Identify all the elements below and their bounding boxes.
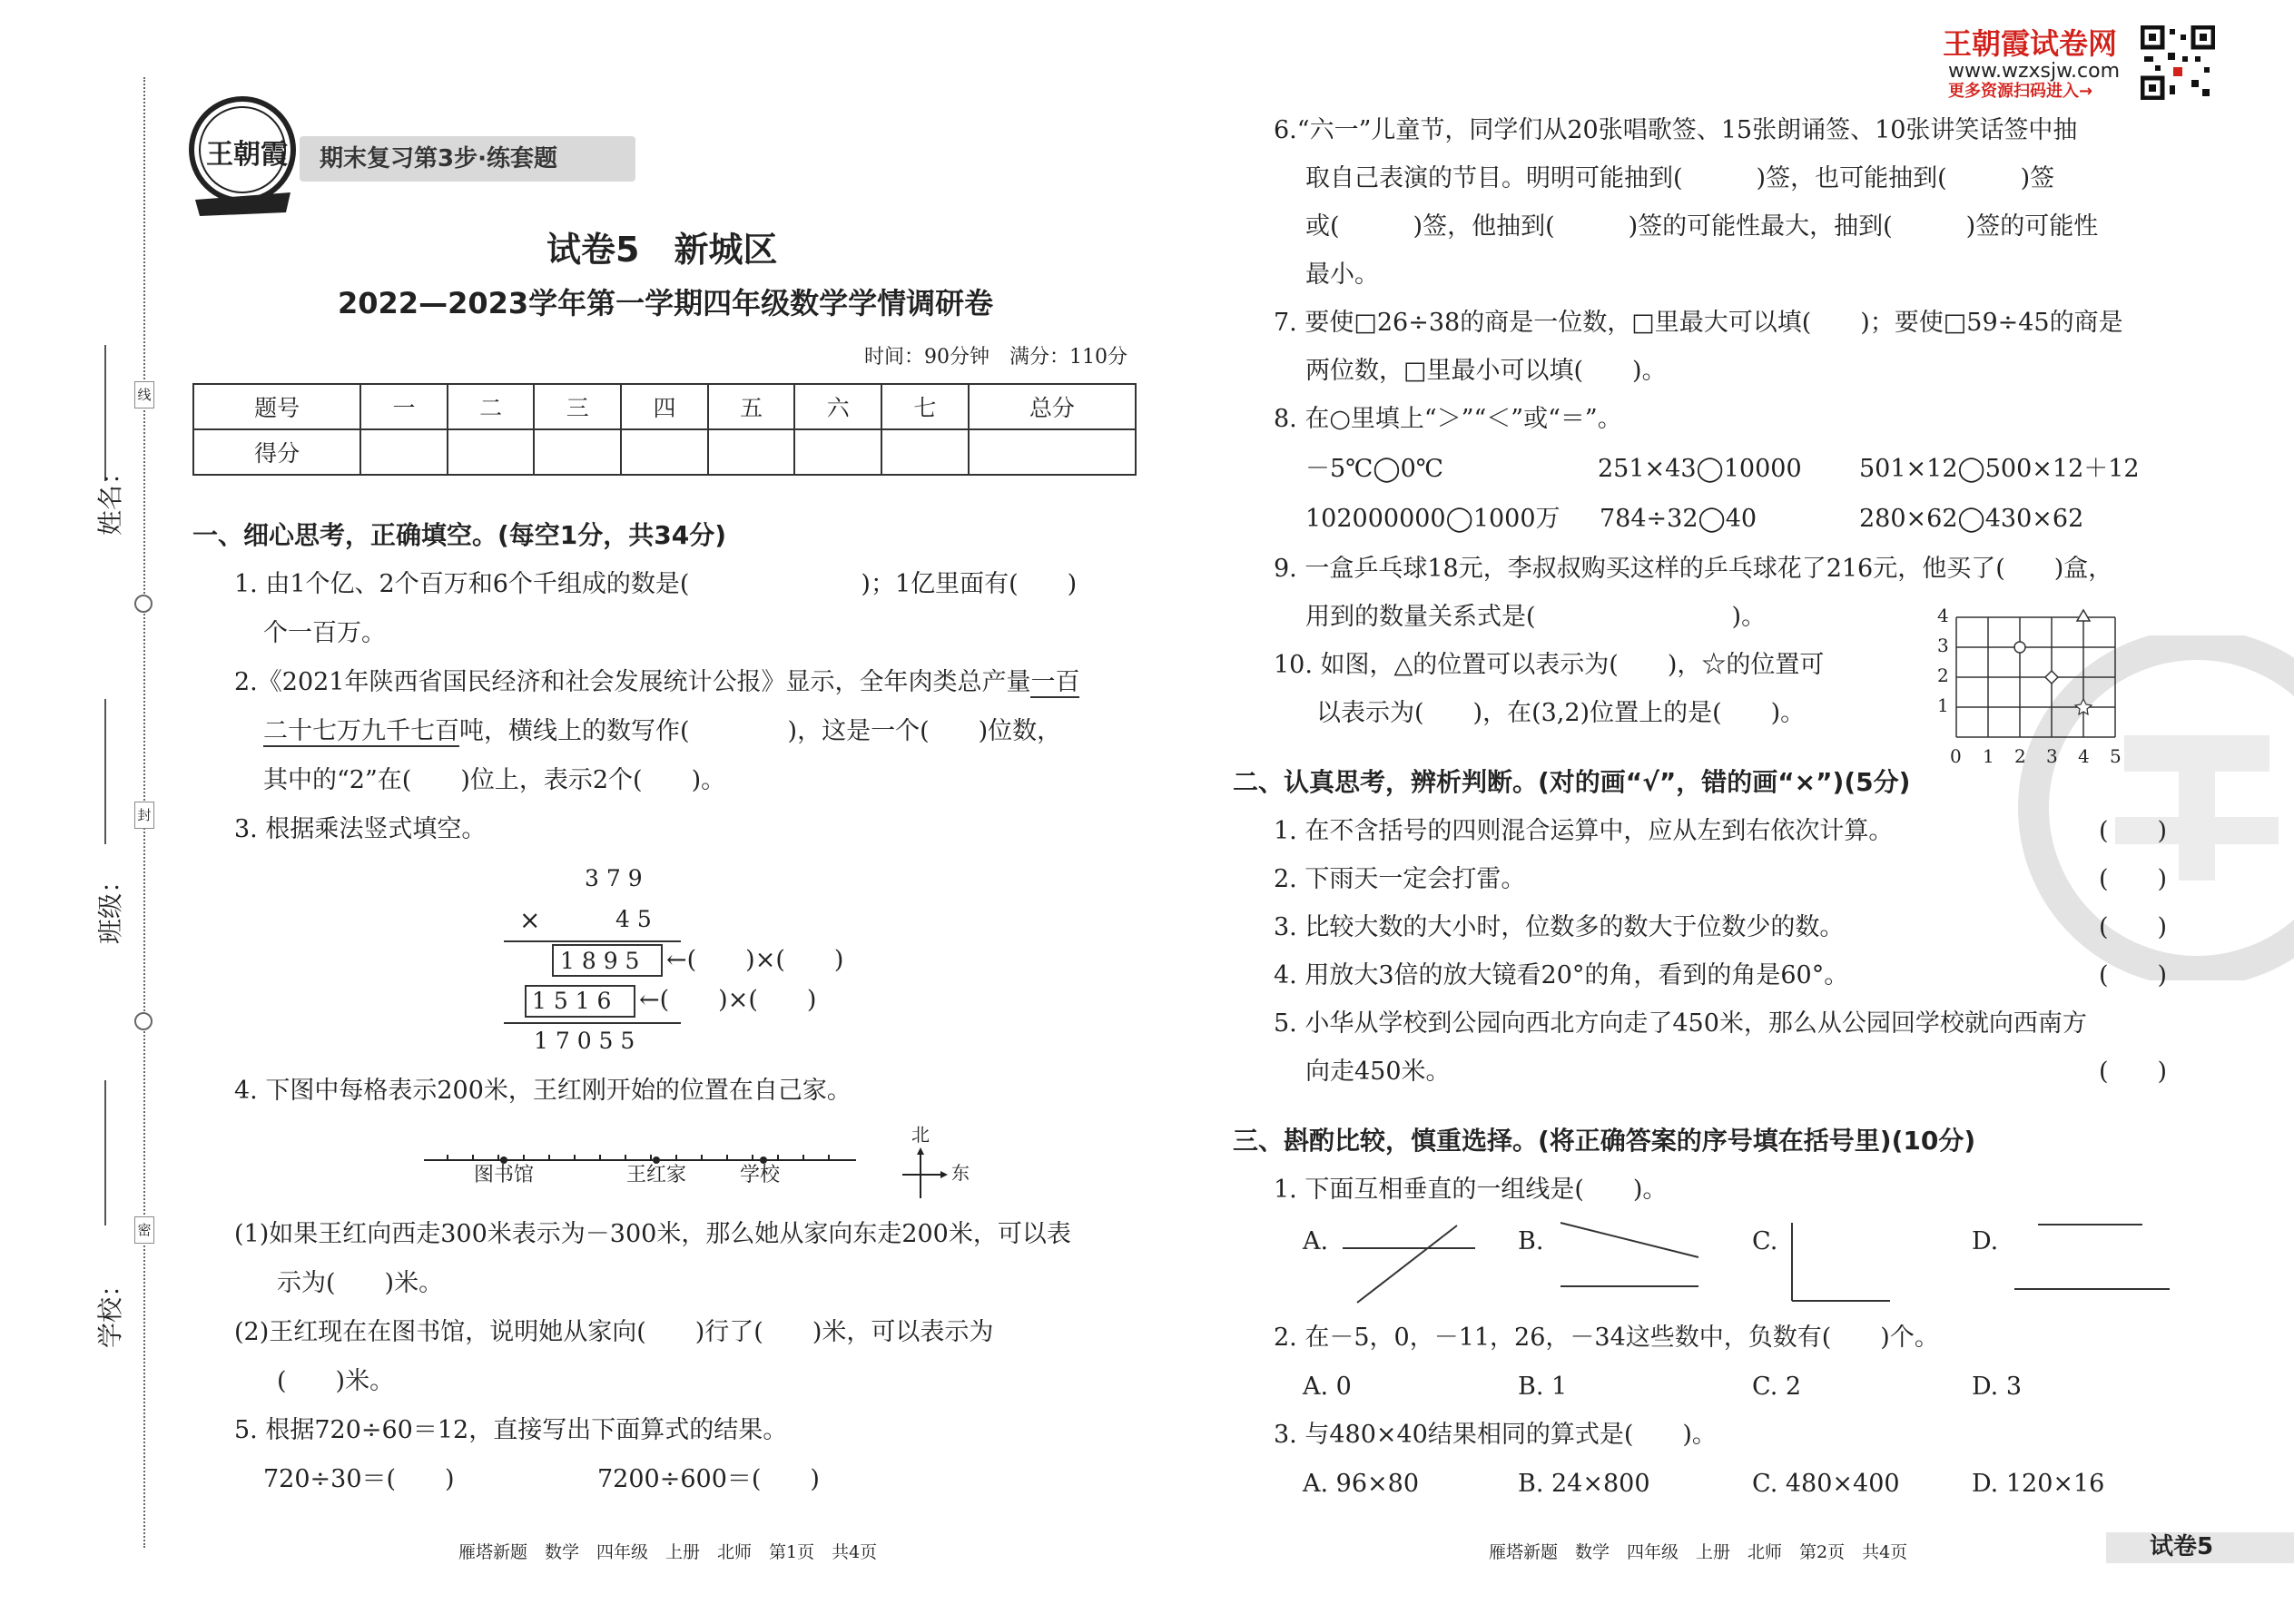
score-table <box>192 383 1137 476</box>
question-8-item: 501×12◯500×12＋12 <box>1859 455 2140 483</box>
choice-option[interactable]: B. 1 <box>1518 1373 1568 1401</box>
compass-east-label: 东 <box>951 1162 970 1184</box>
score-table-cell: 六 <box>794 384 881 429</box>
judge-answer-paren[interactable]: ( ) <box>2099 961 2168 989</box>
score-table-header-row <box>193 384 1136 429</box>
choice-option[interactable]: C. 2 <box>1752 1373 1802 1401</box>
question-2-line3: 其中的“2”在( )位上，表示2个( )。 <box>263 766 726 794</box>
qr-code-icon[interactable] <box>2141 25 2215 100</box>
score-input[interactable] <box>360 429 448 475</box>
question-6-line3: 或( )签，他抽到( )签的可能性最大，抽到( )签的可能性 <box>1305 212 2099 241</box>
brand-tip: 更多资源扫码进入→ <box>1948 82 2093 101</box>
question-8-item: 251×43◯10000 <box>1598 455 1802 483</box>
binding-hole <box>134 1012 153 1030</box>
judge-item: 3. 比较大数的大小时，位数多的数大于位数少的数。 <box>1274 913 1845 941</box>
compass-north-label: 北 <box>911 1124 930 1146</box>
section-3-title: 三、斟酌比较，慎重选择。(将正确答案的序号填在括号里)(10分) <box>1233 1126 1976 1156</box>
choice-question-2: 2. 在－5，0，－11，26，－34这些数中，负数有( )个。 <box>1274 1324 1939 1352</box>
question-4-2-line2: ( )米。 <box>277 1367 395 1395</box>
score-input[interactable] <box>621 429 708 475</box>
score-table-cell: 总分 <box>969 384 1136 429</box>
seal-char-secret: 密 <box>134 1216 154 1244</box>
score-input[interactable] <box>794 429 881 475</box>
line-figure-c <box>1788 1221 1897 1304</box>
exam-meta: 时间：90分钟 满分：110分 <box>864 346 1127 369</box>
line-figure-b <box>1557 1221 1702 1294</box>
question-6-line4: 最小。 <box>1305 261 1379 289</box>
binding-hole <box>134 595 153 613</box>
number-line-label-school: 学校 <box>740 1164 781 1186</box>
calc-result: 1 7 0 5 5 <box>534 1028 635 1054</box>
banner-text: 期末复习第3步·练套题 <box>320 145 557 172</box>
judge-answer-paren[interactable]: ( ) <box>2099 817 2168 845</box>
grid-y-label: 2 <box>1937 664 1949 686</box>
question-8: 8. 在○里填上“＞”“＜”或“＝”。 <box>1274 405 1622 433</box>
section-1-title: 一、细心思考，正确填空。(每空1分，共34分) <box>192 520 727 550</box>
score-table-cell: 二 <box>448 384 535 429</box>
choice-question-3: 3. 与480×40结果相同的算式是( )。 <box>1274 1421 1717 1449</box>
logo <box>186 91 304 218</box>
choice-option[interactable]: A. <box>1303 1227 1329 1255</box>
grid-x-label: 3 <box>2046 745 2058 767</box>
score-table-score-row <box>193 429 1136 475</box>
score-input[interactable] <box>969 429 1136 475</box>
choice-option[interactable]: D. 120×16 <box>1972 1470 2105 1498</box>
score-table-cell: 题号 <box>193 384 360 429</box>
page-title: 试卷5 新城区 <box>546 230 778 270</box>
question-9-line1: 9. 一盒乒乓球18元，李叔叔购买这样的乒乓球花了216元，他买了( )盒， <box>1274 555 2113 583</box>
choice-option[interactable]: D. 3 <box>1972 1373 2023 1401</box>
calc-partial-1: 1 8 9 5 <box>560 948 640 974</box>
seal-char-seal: 封 <box>134 802 154 829</box>
choice-question-1: 1. 下面互相垂直的一组线是( )。 <box>1274 1176 1668 1204</box>
calc-partial-1-note: ←( )×( ) <box>666 946 844 974</box>
underlined-number: 二十七万九千七百 <box>263 717 459 745</box>
question-1-line1: 1. 由1个亿、2个百万和6个千组成的数是( )；1亿里面有( ) <box>234 570 1078 598</box>
grid-x-label: 1 <box>1983 745 1994 767</box>
name-label: 姓名： <box>95 458 125 536</box>
question-9-line2: 用到的数量关系式是( )。 <box>1305 603 1767 631</box>
question-1-line2: 个一百万。 <box>263 619 386 647</box>
footer-right: 雁塔新题 数学 四年级 上册 北师 第2页 共4页 <box>1489 1542 1908 1562</box>
line-figure-a <box>1339 1221 1484 1307</box>
calc-partial-2: 1 5 1 6 <box>532 988 612 1014</box>
question-5-expr-2: 7200÷600＝( ) <box>597 1465 820 1493</box>
grid-y-label: 3 <box>1937 635 1949 656</box>
calc-multiplier: 4 5 <box>615 906 652 932</box>
score-input[interactable] <box>448 429 535 475</box>
score-table-cell: 七 <box>881 384 969 429</box>
choice-option[interactable]: B. 24×800 <box>1518 1470 1650 1498</box>
number-line-label-home: 王红家 <box>626 1164 687 1186</box>
judge-item: 1. 在不含括号的四则混合运算中，应从左到右依次计算。 <box>1274 817 1894 845</box>
coordinate-grid <box>1925 605 2133 767</box>
score-table-cell: 五 <box>708 384 795 429</box>
score-row-label: 得分 <box>193 429 360 475</box>
question-8-item: 102000000◯1000万 <box>1305 505 1561 533</box>
choice-option[interactable]: B. <box>1518 1227 1544 1255</box>
question-2-line2 <box>263 719 1061 743</box>
question-8-item: 280×62◯430×62 <box>1859 505 2084 533</box>
grid-y-label: 1 <box>1937 694 1949 716</box>
question-5: 5. 根据720÷60＝12，直接写出下面算式的结果。 <box>234 1416 788 1444</box>
question-8-item: －5℃◯0℃ <box>1305 455 1443 483</box>
judge-answer-paren[interactable]: ( ) <box>2099 1058 2168 1086</box>
judge-item: 2. 下雨天一定会打雷。 <box>1274 865 1526 893</box>
calc-rule <box>504 1022 681 1024</box>
grid-x-label: 2 <box>2014 745 2026 767</box>
logo-text: 王朝霞 <box>206 139 288 171</box>
seal-char-line: 线 <box>134 381 154 408</box>
grid-y-label: 4 <box>1937 605 1949 626</box>
brand-name[interactable]: 王朝霞试卷网 <box>1943 26 2118 61</box>
school-label: 学校： <box>95 1271 125 1348</box>
question-6-line1: 6.“六一”儿童节，同学们从20张唱歌签、15张朗诵签、10张讲笑话签中抽 <box>1274 116 2078 144</box>
score-input[interactable] <box>881 429 969 475</box>
score-input[interactable] <box>534 429 621 475</box>
school-field-line[interactable] <box>104 1080 106 1225</box>
score-input[interactable] <box>708 429 795 475</box>
question-6-line2: 取自己表演的节目。明明可能抽到( )签，也可能抽到( )签 <box>1305 164 2055 192</box>
class-field-line[interactable] <box>104 699 106 844</box>
question-2-line1 <box>234 670 1079 694</box>
question-3: 3. 根据乘法竖式填空。 <box>234 815 487 843</box>
question-4: 4. 下图中每格表示200米，王红刚开始的位置在自己家。 <box>234 1077 852 1105</box>
choice-option[interactable]: C. 480×400 <box>1752 1470 1900 1498</box>
question-7-line1: 7. 要使□26÷38的商是一位数，□里最大可以填( )；要使□59÷45的商是 <box>1274 309 2123 337</box>
question-2-text: 吨，横线上的数写作( )，这是一个( )位数， <box>459 717 1062 745</box>
question-10-line1: 10. 如图，△的位置可以表示为( )，☆的位置可 <box>1274 651 1825 679</box>
question-8-item: 784÷32◯40 <box>1600 505 1757 533</box>
question-5-expr-1: 720÷30＝( ) <box>263 1465 455 1493</box>
number-line-label-library: 图书馆 <box>474 1164 535 1186</box>
score-table-cell: 一 <box>360 384 448 429</box>
question-10-line2: 以表示为( )，在(3,2)位置上的是( )。 <box>1316 699 1806 727</box>
judge-item: 5. 小华从学校到公园向西北方向走了450米，那么从公园回学校就向西南方 <box>1274 1009 2087 1038</box>
question-4-2-line1: (2)王红现在在图书馆，说明她从家向( )行了( )米，可以表示为 <box>234 1318 994 1346</box>
underlined-number: 一百 <box>1030 668 1080 696</box>
judge-answer-paren[interactable]: ( ) <box>2099 865 2168 893</box>
question-4-1-line1: (1)如果王红向西走300米表示为－300米，那么她从家向东走200米，可以表 <box>234 1220 1071 1248</box>
grid-x-label: 4 <box>2078 745 2090 767</box>
compass-icon <box>899 1146 953 1200</box>
calc-partial-2-note: ←( )×( ) <box>639 986 817 1014</box>
line-figure-d <box>2011 1221 2174 1294</box>
judge-item: 4. 用放大3倍的放大镜看20°的角，看到的角是60°。 <box>1274 961 1849 989</box>
calc-multiplicand: 3 7 9 <box>585 865 643 891</box>
question-7-line2: 两位数，□里最小可以填( )。 <box>1305 357 1667 385</box>
judge-item-continued: 向走450米。 <box>1305 1058 1451 1086</box>
footer-left: 雁塔新题 数学 四年级 上册 北师 第1页 共4页 <box>458 1542 878 1562</box>
grid-x-label: 0 <box>1950 745 1962 767</box>
page-subtitle: 2022—2023学年第一学期四年级数学学情调研卷 <box>338 286 994 320</box>
choice-option[interactable]: C. <box>1752 1227 1778 1255</box>
choice-option[interactable]: A. 96×80 <box>1303 1470 1419 1498</box>
grid-x-label: 5 <box>2110 745 2122 767</box>
question-2-text: 2.《2021年陕西省国民经济和社会发展统计公报》显示，全年肉类总产量 <box>234 668 1031 696</box>
section-2-title: 二、认真思考，辨析判断。(对的画“√”，错的画“×”)(5分) <box>1233 767 1911 797</box>
score-table-cell: 四 <box>621 384 708 429</box>
score-table-cell: 三 <box>534 384 621 429</box>
choice-option[interactable]: D. <box>1972 1227 1999 1255</box>
judge-answer-paren[interactable]: ( ) <box>2099 913 2168 941</box>
choice-option[interactable]: A. 0 <box>1303 1373 1352 1401</box>
question-4-1-line2: 示为( )米。 <box>277 1269 444 1297</box>
brand-url[interactable]: www.wzxsjw.com <box>1948 60 2121 83</box>
calc-times-sign: × <box>519 905 541 935</box>
calc-rule <box>504 940 681 942</box>
footer-badge: 试卷5 <box>2150 1533 2214 1560</box>
class-label: 班级： <box>95 867 125 944</box>
